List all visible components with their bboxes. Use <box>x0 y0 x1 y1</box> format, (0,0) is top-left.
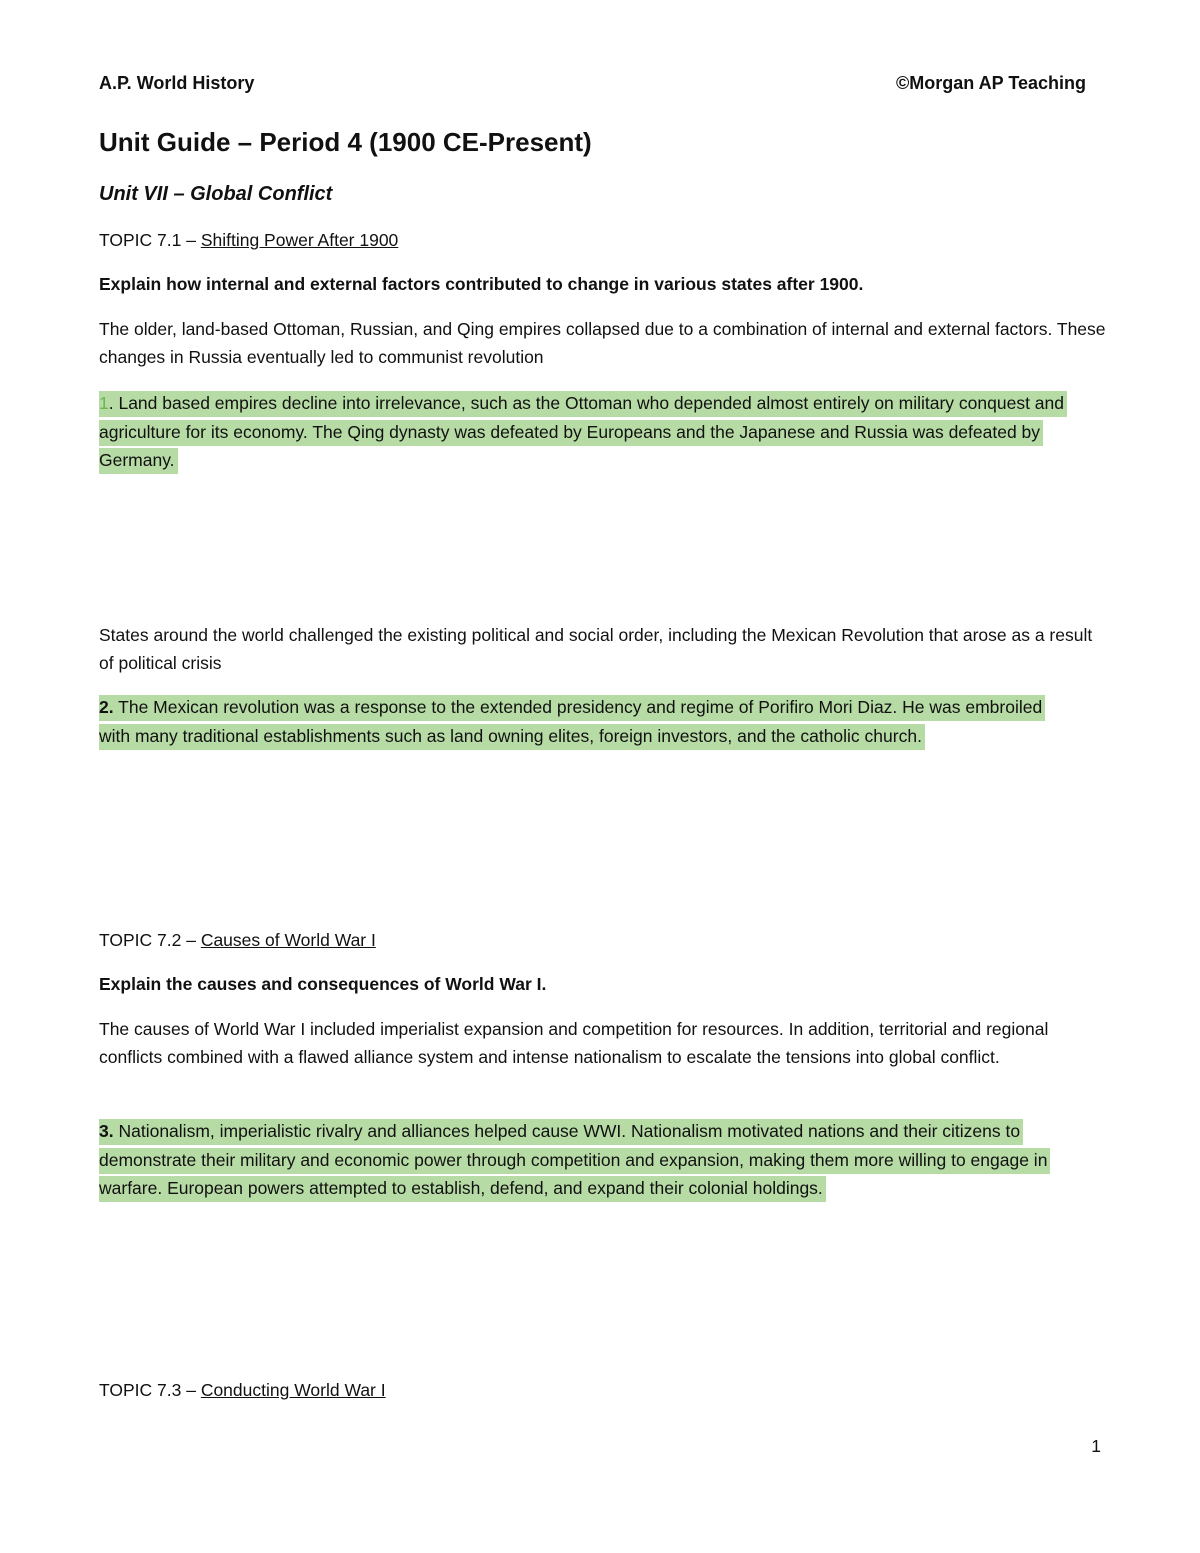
key-concept-paragraph: The older, land-based Ottoman, Russian, and Qing empires collapsed due to a combination of internal and external factors. These changes in Russia eventually led to communist revolution <box>99 319 1106 367</box>
answer-block-3 <box>99 1117 1074 1203</box>
topic-prefix: TOPIC 7.3 – <box>99 1380 201 1400</box>
topic-heading-7-2 <box>99 930 376 951</box>
copyright-notice: ©Morgan AP Teaching <box>896 73 1086 93</box>
answer-block-2 <box>99 693 1074 750</box>
page-title: Unit Guide – Period 4 (1900 CE-Present) <box>99 127 592 157</box>
key-concept-paragraph: The causes of World War I included imperialist expansion and competition for resources. In addition, territorial and regional conflicts combined with a flawed alliance system and intense nationalism to escalate the tensions into global conflict. <box>99 1019 1049 1067</box>
topic-prefix: TOPIC 7.1 – <box>99 230 201 250</box>
answer-text: . Land based empires decline into irrelevance, such as the Ottoman who depended almost entirely on military conquest and agriculture for its economy. The Qing dynasty was defeated by Europeans and the Japanese and Russia was defeated by Germany. <box>99 393 1065 470</box>
key-concept-paragraph: States around the world challenged the existing political and social order, including the Mexican Revolution that arose as a result of political crisis <box>99 625 1093 673</box>
topic-name: Causes of World War I <box>200 930 376 950</box>
page-number: 1 <box>1091 1436 1101 1456</box>
learning-objective-7-2: Explain the causes and consequences of World War I. <box>99 974 547 994</box>
answer-number: 3. <box>99 1121 114 1141</box>
answer-text: Nationalism, imperialistic rivalry and alliances helped cause WWI. Nationalism motivated nations and their citizens to demonstrate their military and economic power through competition and expansion, making them more willing to engage in warfare. European powers attempted to establish, defend, and expand their colonial holdings. <box>99 1121 1048 1198</box>
answer-number: 1 <box>99 393 109 413</box>
unit-subtitle: Unit VII – Global Conflict <box>99 183 333 205</box>
learning-objective-7-1: Explain how internal and external factors contributed to change in various states after 1900. <box>99 274 864 294</box>
topic-prefix: TOPIC 7.2 – <box>99 930 201 950</box>
topic-heading-7-3 <box>99 1380 386 1401</box>
topic-name: Shifting Power After 1900 <box>200 230 399 250</box>
topic-name: Conducting World War I <box>200 1380 386 1400</box>
answer-block-1 <box>99 389 1074 475</box>
answer-number: 2. <box>99 697 114 717</box>
topic-heading-7-1 <box>99 230 398 251</box>
answer-text: The Mexican revolution was a response to the extended presidency and regime of Porifiro Mori Diaz. He was embroiled with many traditional establishments such as land owning elites, foreign investors, and the catholic church. <box>99 697 1043 746</box>
course-name: A.P. World History <box>99 73 255 93</box>
